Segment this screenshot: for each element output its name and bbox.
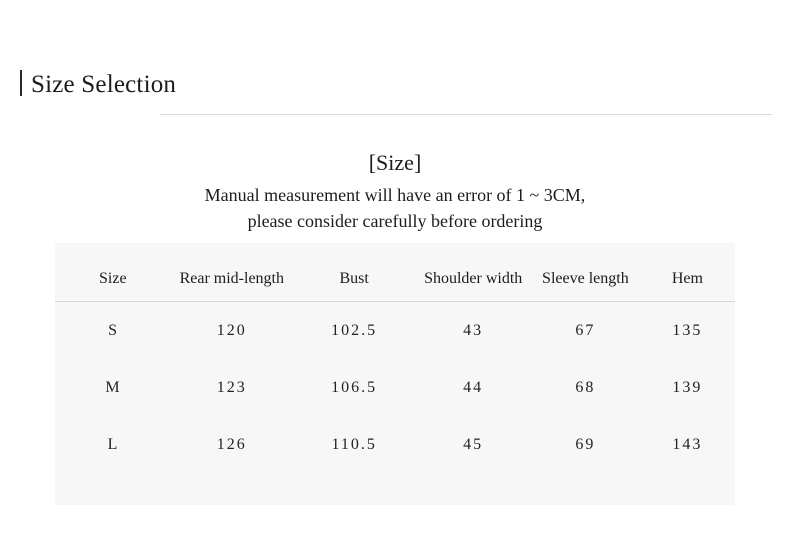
size-table-header [55, 243, 735, 302]
cell-rear-mid-length: 120 [216, 321, 247, 339]
column-header-bust: Bust [339, 270, 369, 287]
cell-sleeve-length: 68 [575, 378, 596, 396]
cell-rear-mid-length: 126 [216, 435, 247, 453]
column-header-rear-mid-length: Rear mid-length [179, 270, 284, 287]
size-table-panel [55, 243, 735, 505]
column-header-hem: Hem [671, 270, 703, 287]
cell-hem: 135 [672, 321, 703, 339]
cell-shoulder-width: 43 [463, 321, 484, 339]
cell-shoulder-width: 45 [463, 435, 484, 453]
size-title: [Size] [368, 150, 422, 175]
table-row [55, 359, 735, 416]
size-table [55, 243, 735, 473]
cell-bust: 106.5 [331, 378, 378, 396]
measurement-notice-line-2: please consider carefully before ordering [247, 211, 543, 231]
cell-hem: 143 [672, 435, 703, 453]
measurement-notice [0, 182, 790, 234]
cell-bust: 110.5 [331, 435, 377, 453]
heading-accent-bar [20, 70, 22, 96]
column-header-size: Size [99, 270, 127, 287]
cell-size: L [107, 435, 118, 453]
cell-size: S [108, 321, 118, 339]
size-table-body [55, 302, 735, 474]
section-heading [20, 70, 176, 99]
section-heading-label: Size Selection [31, 71, 177, 98]
heading-divider [160, 114, 772, 115]
cell-shoulder-width: 44 [463, 378, 484, 396]
cell-hem: 139 [672, 378, 703, 396]
measurement-notice-line-1: Manual measurement will have an error of 1 ~ 3CM, [204, 185, 586, 205]
cell-size: M [105, 378, 121, 396]
table-row [55, 302, 735, 360]
cell-sleeve-length: 69 [575, 435, 596, 453]
column-header-sleeve-length: Sleeve length [542, 270, 629, 287]
table-header-row [55, 243, 735, 302]
cell-sleeve-length: 67 [575, 321, 596, 339]
cell-bust: 102.5 [331, 321, 378, 339]
table-row [55, 416, 735, 473]
cell-rear-mid-length: 123 [216, 378, 247, 396]
column-header-shoulder-width: Shoulder width [424, 270, 523, 287]
